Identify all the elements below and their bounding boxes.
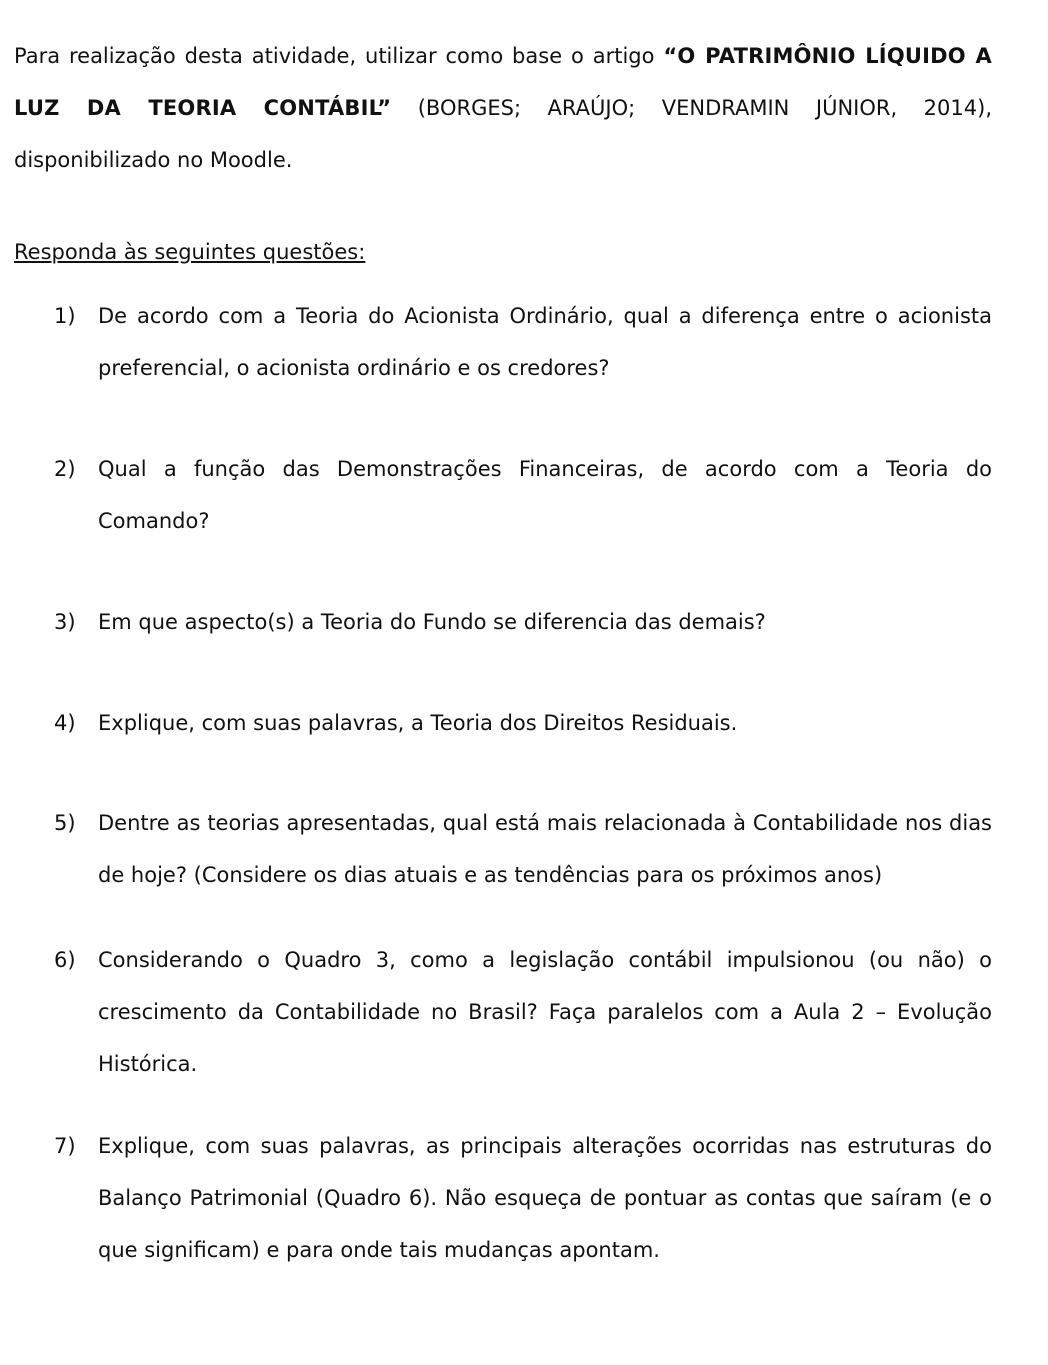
question-text: Qual a função das Demonstrações Financeiras, de acordo com a Teoria do Comando? xyxy=(98,457,992,533)
intro-paragraph xyxy=(14,30,992,186)
question-number: 4) xyxy=(54,711,76,735)
question-number: 6) xyxy=(54,948,76,972)
question-text: De acordo com a Teoria do Acionista Ordinário, qual a diferença entre o acionista preferencial, o acionista ordinário e os credores? xyxy=(98,304,992,380)
question-3 xyxy=(54,596,992,648)
question-text: Explique, com suas palavras, a Teoria dos Direitos Residuais. xyxy=(98,711,738,735)
question-text: Considerando o Quadro 3, como a legislação contábil impulsionou (ou não) o crescimento da Contabilidade no Brasil? Faça paralelos com a Aula 2 – Evolução Histórica. xyxy=(98,948,992,1076)
question-text: Dentre as teorias apresentadas, qual está mais relacionada à Contabilidade nos dias de hoje? (Considere os dias atuais e as tendências para os próximos anos) xyxy=(98,811,992,887)
question-6 xyxy=(54,934,992,1090)
question-4 xyxy=(54,697,992,749)
question-number: 1) xyxy=(54,304,76,328)
questions-heading: Responda às seguintes questões: xyxy=(14,240,366,264)
question-text: Explique, com suas palavras, as principais alterações ocorridas nas estruturas do Balanço Patrimonial (Quadro 6). Não esqueça de pontuar as contas que saíram (e o que significam) e para onde tais mudanças apontam. xyxy=(98,1134,992,1262)
article-title: “O PATRIMÔNIO LÍQUIDO A LUZ DA TEORIA CONTÁBIL” xyxy=(14,44,992,120)
question-number: 5) xyxy=(54,811,76,835)
question-text: Em que aspecto(s) a Teoria do Fundo se diferencia das demais? xyxy=(98,610,766,634)
question-number: 7) xyxy=(54,1134,76,1158)
intro-citation: (BORGES; ARAÚJO; VENDRAMIN JÚNIOR, 2014), disponibilizado no Moodle. xyxy=(14,96,992,172)
question-2 xyxy=(54,443,992,547)
intro-lead: Para realização desta atividade, utilizar como base o artigo xyxy=(14,44,664,68)
question-number: 2) xyxy=(54,457,76,481)
question-7 xyxy=(54,1120,992,1276)
question-number: 3) xyxy=(54,610,76,634)
question-5 xyxy=(54,797,992,901)
question-1 xyxy=(54,290,992,394)
